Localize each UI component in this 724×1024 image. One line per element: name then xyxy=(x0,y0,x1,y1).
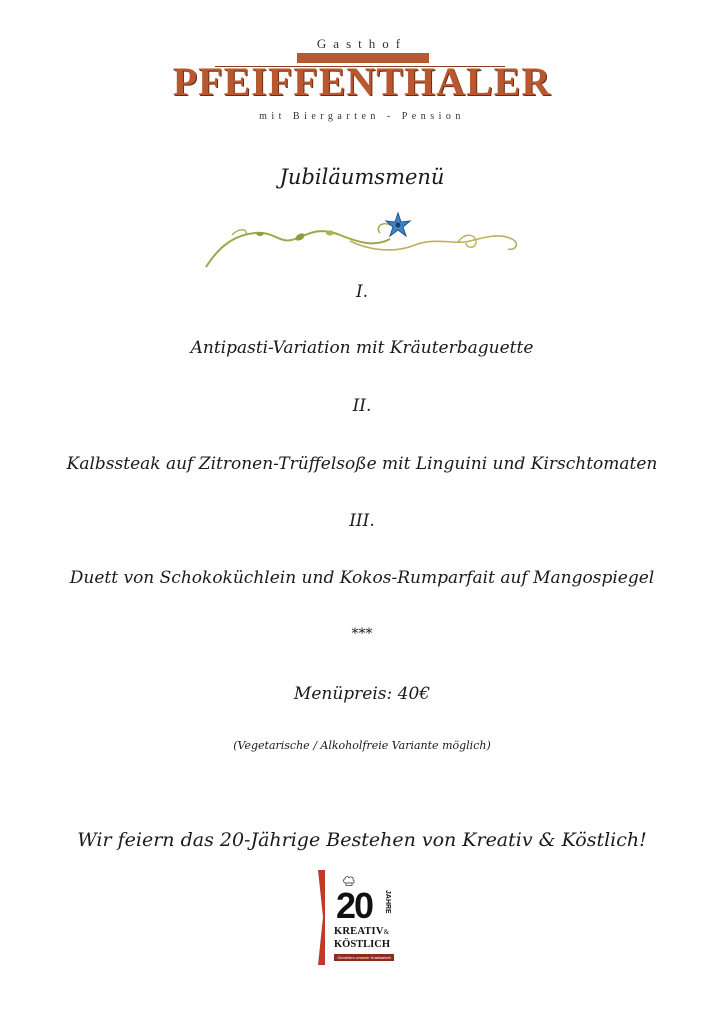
anniversary-text: Wir feiern das 20-Jährige Bestehen von Kreativ & Köstlich! xyxy=(77,829,647,851)
badge-stripe xyxy=(316,870,326,965)
flower-icon xyxy=(386,213,410,236)
course-dish-2: Kalbssteak auf Zitronen-Trüffelsoße mit Linguini und Kirschtomaten xyxy=(66,454,658,474)
badge-number: 20 xyxy=(336,885,373,926)
separator-stars: *** xyxy=(351,626,373,642)
menu-note: (Vegetarische / Alkoholfreie Variante möglich) xyxy=(233,739,491,752)
course-number-2: II. xyxy=(352,396,372,416)
menu-price: Menüpreis: 40€ xyxy=(293,684,431,704)
vine-ornament xyxy=(200,205,530,275)
badge-kreativ: KREATIV& xyxy=(334,926,390,937)
menu-title: Jubiläumsmenü xyxy=(279,165,445,189)
badge-koestlich: KÖSTLICH xyxy=(334,939,391,950)
logo-subtitle: mit Biergarten - Pension xyxy=(259,111,465,122)
badge-jahre: JAHRE xyxy=(384,890,391,914)
course-dish-3: Duett von Schokoküchlein und Kokos-Rumparfait auf Mangospiegel xyxy=(69,568,655,588)
logo-gasthof-text: Gasthof xyxy=(316,36,408,51)
badge-tagline: Genießen unserer Kostbarkeit xyxy=(334,954,394,961)
course-number-3: III. xyxy=(349,511,375,531)
course-number-1: I. xyxy=(355,282,369,302)
course-dish-1: Antipasti-Variation mit Kräuterbaguette xyxy=(190,338,534,358)
anniversary-badge xyxy=(316,870,406,965)
logo-name: PFEIFFENTHALER xyxy=(172,59,552,104)
